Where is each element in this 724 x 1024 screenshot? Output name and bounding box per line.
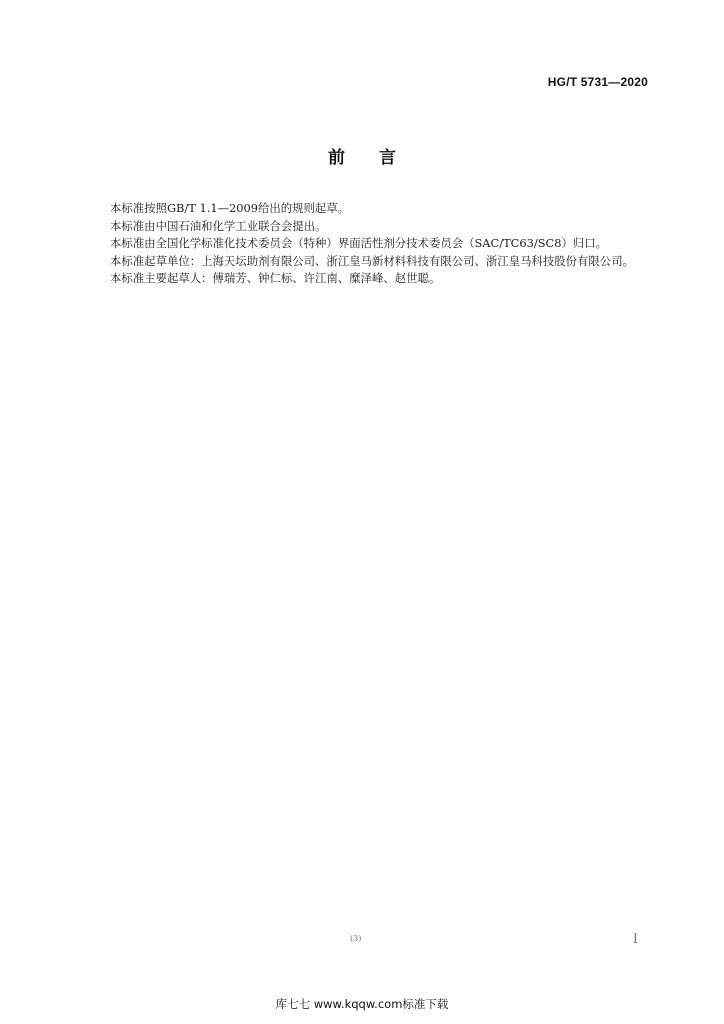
footer-watermark: 库七七 www.kqqw.com标准下载 xyxy=(275,997,449,1011)
standard-number: HG/T 5731—2020 xyxy=(547,75,648,89)
page-title: 前言 xyxy=(328,148,430,168)
page-code: (3) xyxy=(350,934,362,943)
paragraph-proposer: 本标准由中国石油和化学工业联合会提出。 xyxy=(110,218,327,233)
paragraph-drafting-rules: 本标准按照GB/T 1.1—2009给出的规则起草。 xyxy=(110,201,350,215)
paragraph-drafting-units: 本标准起草单位：上海天坛助剂有限公司、浙江皇马新材料科技有限公司、浙江皇马科技股份有限公司。 xyxy=(110,253,634,268)
paragraph-technical-committee: 本标准由全国化学标准化技术委员会（特种）界面活性剂分技术委员会（SAC/TC63/SC8）归口。 xyxy=(110,236,608,250)
page-number: I xyxy=(632,932,638,947)
foreword-body xyxy=(87,200,647,288)
paragraph-drafters: 本标准主要起草人：傅瑞芳、钟仁标、许江南、糜泽峰、赵世聪。 xyxy=(110,271,441,285)
